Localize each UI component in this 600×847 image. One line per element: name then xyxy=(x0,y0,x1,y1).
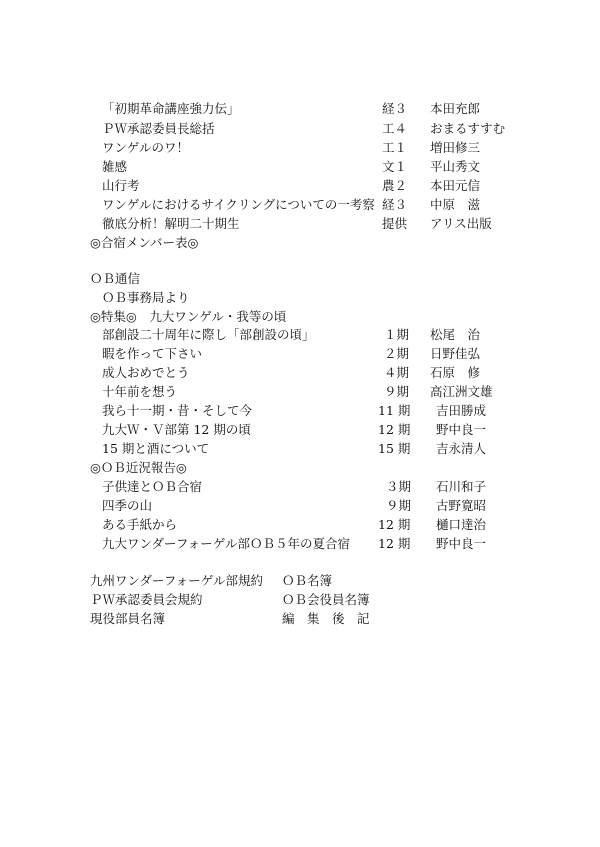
entry-period: 15 期 xyxy=(378,441,411,456)
entry-author: 野中良一 xyxy=(436,536,487,551)
entry-dept: 文１ xyxy=(382,159,408,174)
toc-entry xyxy=(102,120,522,138)
toc-entry xyxy=(102,421,522,439)
appendix-left: ＰＷ承認委員会規約 xyxy=(90,592,203,607)
entry-dept: 農２ xyxy=(382,178,408,193)
entry-author: 本田充郎 xyxy=(430,101,481,116)
appendix-left: 九州ワンダーフォーゲル部規約 xyxy=(90,573,264,588)
entry-title: 部創設二十周年に際し「部創設の頃」 xyxy=(102,327,315,342)
entry-author: 日野佳弘 xyxy=(430,346,481,361)
entry-period: ４期 xyxy=(384,365,410,380)
entry-title: 徹底分析！解明二十期生 xyxy=(102,216,240,231)
entry-period: ９期 xyxy=(384,384,410,399)
toc-entry xyxy=(102,478,522,496)
entry-period: ２期 xyxy=(384,346,410,361)
entry-dept: 工１ xyxy=(382,140,408,155)
entry-title: 山行考 xyxy=(102,178,140,193)
toc-entry xyxy=(102,158,522,176)
toc-entry xyxy=(102,196,522,214)
entry-author: 古野寛昭 xyxy=(436,498,487,513)
toc-entry xyxy=(102,345,522,363)
entry-dept: 経３ xyxy=(382,101,408,116)
entry-title: 「初期革命講座強力伝」 xyxy=(102,101,240,116)
entry-dept: 提供 xyxy=(382,216,408,231)
entry-author: 増田修三 xyxy=(430,140,481,155)
entry-author: 本田元信 xyxy=(430,178,481,193)
entry-title: 雑感 xyxy=(102,159,128,174)
entry-period: ３期 xyxy=(386,479,412,494)
toc-entry xyxy=(102,177,522,195)
toc-entry xyxy=(102,535,522,553)
entry-author: 野中良一 xyxy=(436,422,487,437)
entry-title: 我ら十一期・昔・そして今 xyxy=(102,403,253,418)
entry-title: 15 期と酒について xyxy=(102,441,210,456)
toc-entry xyxy=(102,402,522,420)
toc-entry xyxy=(102,139,522,157)
appendix-right: ＯＢ名簿 xyxy=(282,573,333,588)
entry-author: 平山秀文 xyxy=(430,159,481,174)
appendix-row xyxy=(90,610,470,628)
entry-title: ワンゲルにおけるサイクリングについての一考察 xyxy=(102,197,375,212)
entry-title: 成人おめでとう xyxy=(102,365,190,380)
entry-title: 九大Ｗ・Ｖ部第 12 期の頃 xyxy=(102,422,251,437)
appendix-right: 編 集 後 記 xyxy=(282,611,370,626)
toc-entry xyxy=(102,516,522,534)
toc-entry xyxy=(102,497,522,515)
entry-author: 吉永清人 xyxy=(436,441,487,456)
entry-title: ワンゲルのワ！ xyxy=(102,140,190,155)
appendix-row xyxy=(90,591,470,609)
toc-entry xyxy=(102,215,522,233)
entry-dept: 経３ xyxy=(382,197,408,212)
entry-title: ある手紙から xyxy=(102,517,178,532)
entry-author: 石原 修 xyxy=(430,365,481,380)
appendix-row xyxy=(90,572,470,590)
kinkyo-heading: ◎ＯＢ近況報告◎ xyxy=(90,460,187,475)
entry-period: 12 期 xyxy=(378,536,411,551)
toc-entry xyxy=(102,326,522,344)
toc-entry xyxy=(102,364,522,382)
toc-entry xyxy=(102,440,522,458)
entry-title: 暇を作って下さい xyxy=(102,346,203,361)
ob-jimukyoku-entry: ＯＢ事務局より xyxy=(102,290,190,305)
entry-title: 子供達とＯＢ合宿 xyxy=(102,479,203,494)
entry-title: 四季の山 xyxy=(102,498,153,513)
entry-author: おまるすすむ xyxy=(430,121,506,136)
tokushu-heading: ◎特集◎ 九大ワンゲル・我等の頃 xyxy=(90,309,287,324)
entry-author: 樋口達治 xyxy=(436,517,487,532)
entry-title: ＰＷ承認委員長総括 xyxy=(102,121,215,136)
entry-title: 十年前を想う xyxy=(102,384,178,399)
entry-period: 12 期 xyxy=(378,422,411,437)
entry-author: 高江洲文雄 xyxy=(430,384,493,399)
entry-author: 中原 滋 xyxy=(430,197,481,212)
entry-period: １期 xyxy=(384,327,410,342)
toc-entry xyxy=(102,100,522,118)
entry-period: 11 期 xyxy=(378,403,411,418)
entry-author: 松尾 治 xyxy=(430,327,481,342)
entry-period: 12 期 xyxy=(378,517,411,532)
appendix-left: 現役部員名簿 xyxy=(90,611,166,626)
entry-dept: 工４ xyxy=(382,121,408,136)
entry-period: ９期 xyxy=(386,498,412,513)
entry-author: アリス出版 xyxy=(430,216,492,231)
gasshuku-member-heading: ◎合宿メンバー表◎ xyxy=(90,235,199,250)
ob-tsushin-heading: ＯＢ通信 xyxy=(90,271,141,286)
entry-title: 九大ワンダーフォーゲル部ＯＢ５年の夏合宿 xyxy=(102,536,351,551)
toc-entry xyxy=(102,383,522,401)
appendix-right: ＯＢ会役員名簿 xyxy=(282,592,370,607)
entry-author: 石川和子 xyxy=(436,479,487,494)
entry-author: 吉田勝成 xyxy=(436,403,487,418)
